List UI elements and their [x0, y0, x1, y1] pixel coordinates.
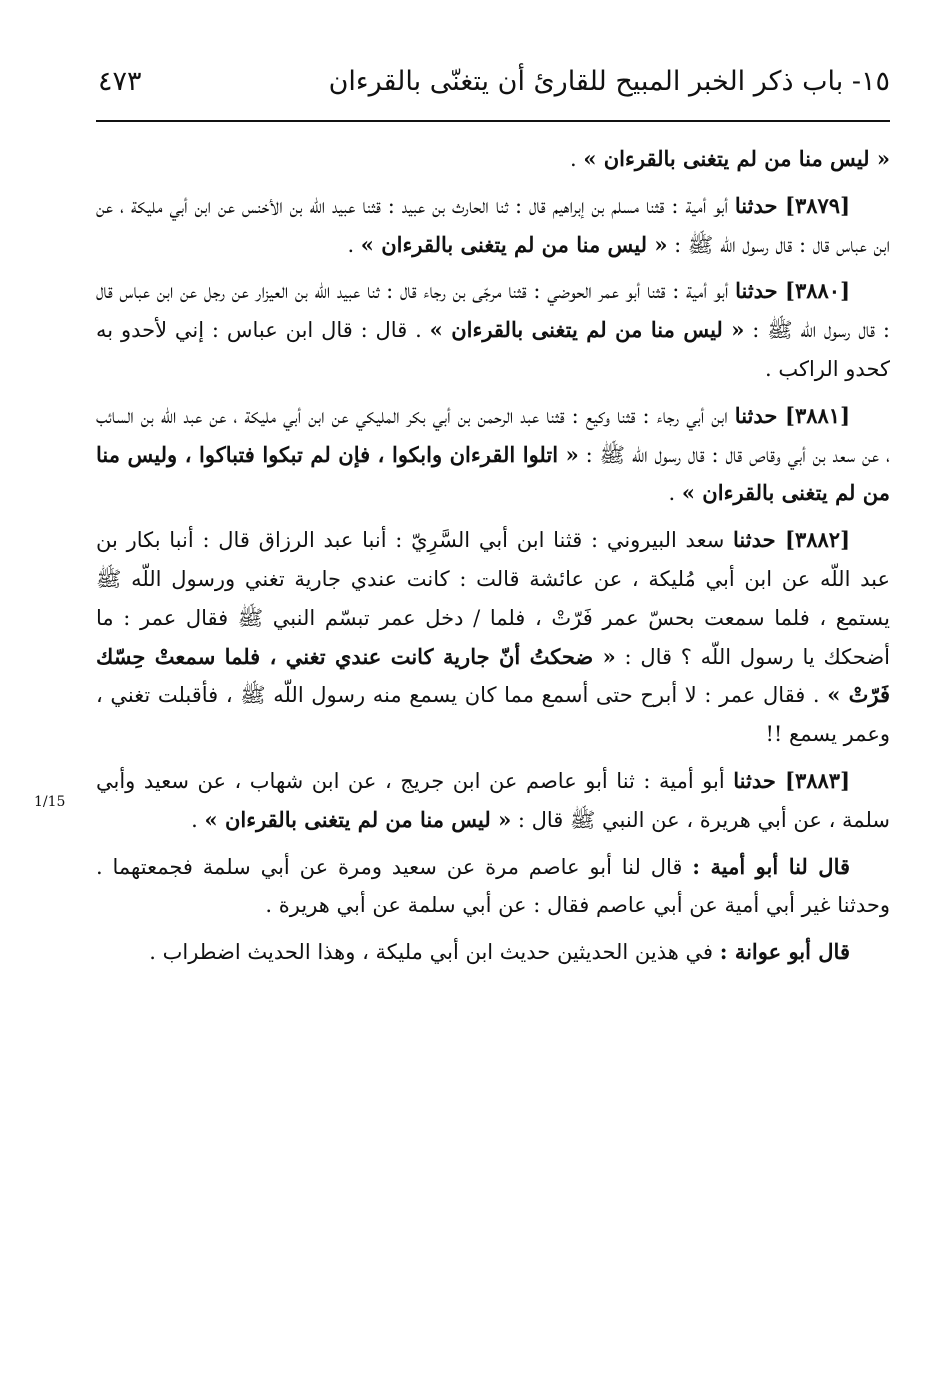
bold-text-run: قال أبو عوانة : [719, 939, 850, 965]
hadith-3880 [96, 272, 890, 388]
bold-text-run: قال لنا أبو أمية : [692, 853, 850, 879]
text-run: . فقال عمر : لا أبرح حتى أسمع مما كان يسمع منه رسول اللّه ﷺ ، فأقبلت تغني ، وعمر يسمع !! [96, 683, 890, 747]
text-run: أبو أمية : قثنا مسلم بن إبراهيم قال : ثنا الحارث بن عبيد : قثنا عبيد اللّه بن الأخنس عن ابن أبي مليكة ، عن ابن عباس قال : قال رسول اللّه ﷺ : [96, 193, 890, 257]
hadith-3883 [96, 762, 890, 840]
book-page [96, 62, 890, 980]
text-run: أبو أمية : قثنا أبو عمر الحوضي : قثنا مرجّى بن رجاء قال : ثنا عبيد اللّه بن العيزار عن رجل عن ابن عباس قال : قال رسول اللّه ﷺ : [96, 279, 890, 343]
text-run: . [191, 807, 205, 832]
bold-text-run: [٣٨٨٢] حدثنا [733, 527, 850, 553]
page-number: ٤٧٣ [98, 66, 142, 97]
bold-text-run: « ليس منا من لم يتغنى بالقرءان » [360, 231, 668, 257]
page-header [96, 62, 890, 122]
hadith-3881 [96, 397, 890, 513]
text-run: . [569, 147, 584, 171]
bold-text-run: [٣٨٨٠] حدثنا [735, 278, 850, 304]
text-run: . [347, 232, 361, 257]
commentary-abu-umayya [96, 848, 890, 926]
bold-text-run: « ليس منا من لم يتغنى بالقرءان » [429, 317, 745, 343]
bold-text-run: « ليس منا من لم يتغنى بالقرءان » [583, 146, 890, 171]
text-run: . [668, 481, 682, 506]
bold-text-run: « اتلوا القرءان وابكوا ، فإن لم تبكوا فتباكوا ، وليس منا من لم يتغنى بالقرءان » [96, 441, 890, 506]
page-body [96, 140, 890, 972]
hadith-3882 [96, 521, 890, 754]
hadith-opening-line [96, 140, 890, 179]
hadith-3879 [96, 187, 890, 265]
bold-text-run: [٣٨٨٣] حدثنا [733, 767, 850, 793]
margin-folio-note: 1/15 [34, 794, 66, 810]
text-run: . قال : قال ابن عباس : إني لأحدو به كحدو الراكب . [96, 318, 890, 381]
bold-text-run: « ليس منا من لم يتغنى بالقرءان » [204, 806, 512, 832]
bold-text-run: [٣٨٨١] حدثنا [734, 402, 851, 428]
commentary-abu-awana [96, 933, 890, 972]
text-run: قال لنا أبو عاصم مرة عن سعيد ومرة عن أبي سلمة فجمعتهما . وحدثنا غير أبي أمية عن أبي عاصم فقال : عن أبي سلمة عن أبي هريرة . [96, 854, 890, 918]
text-run: في هذين الحديثين حديث ابن أبي مليكة ، وهذا الحديث اضطراب . [149, 940, 720, 965]
bold-text-run: [٣٨٧٩] حدثنا [734, 192, 850, 218]
text-run: سعد البيروني : قثنا ابن أبي السَّرِيّ : أنبا عبد الرزاق قال : أنبا بكار بن عبد اللّه عن ابن أبي مُليكة ، عن عائشة قالت : كانت عندي جارية تغني ورسول اللّه ﷺ يستمع ، فلما سمعت بحسّ عمر فَرّتْ ، فلما / دخل عمر تبسّم النبي ﷺ فقال عمر : ما أضحكك يا رسول اللّه ؟ قال : [96, 528, 890, 669]
text-run: أبو أمية : ثنا أبو عاصم عن ابن جريج ، عن ابن شهاب ، عن سعيد وأبي سلمة ، عن أبي هريرة ، عن النبي ﷺ قال : [96, 768, 890, 832]
bold-text-run: « ضحكتُ أنّ جارية كانت عندي تغني ، فلما سمعتْ حِسّك فَرّتْ » [96, 643, 890, 708]
chapter-title: ١٥- باب ذكر الخبر المبيح للقارئ أن يتغنّى بالقرءان [328, 66, 890, 97]
text-run: ابن أبي رجاء : قثنا وكيع : قثنا عبد الرحمن بن أبي بكر المليكي عن ابن أبي مليكة ، عن عبد اللّه بن السائب ، عن سعد بن أبي وقاص قال : قال رسول اللّه ﷺ : [96, 403, 890, 467]
